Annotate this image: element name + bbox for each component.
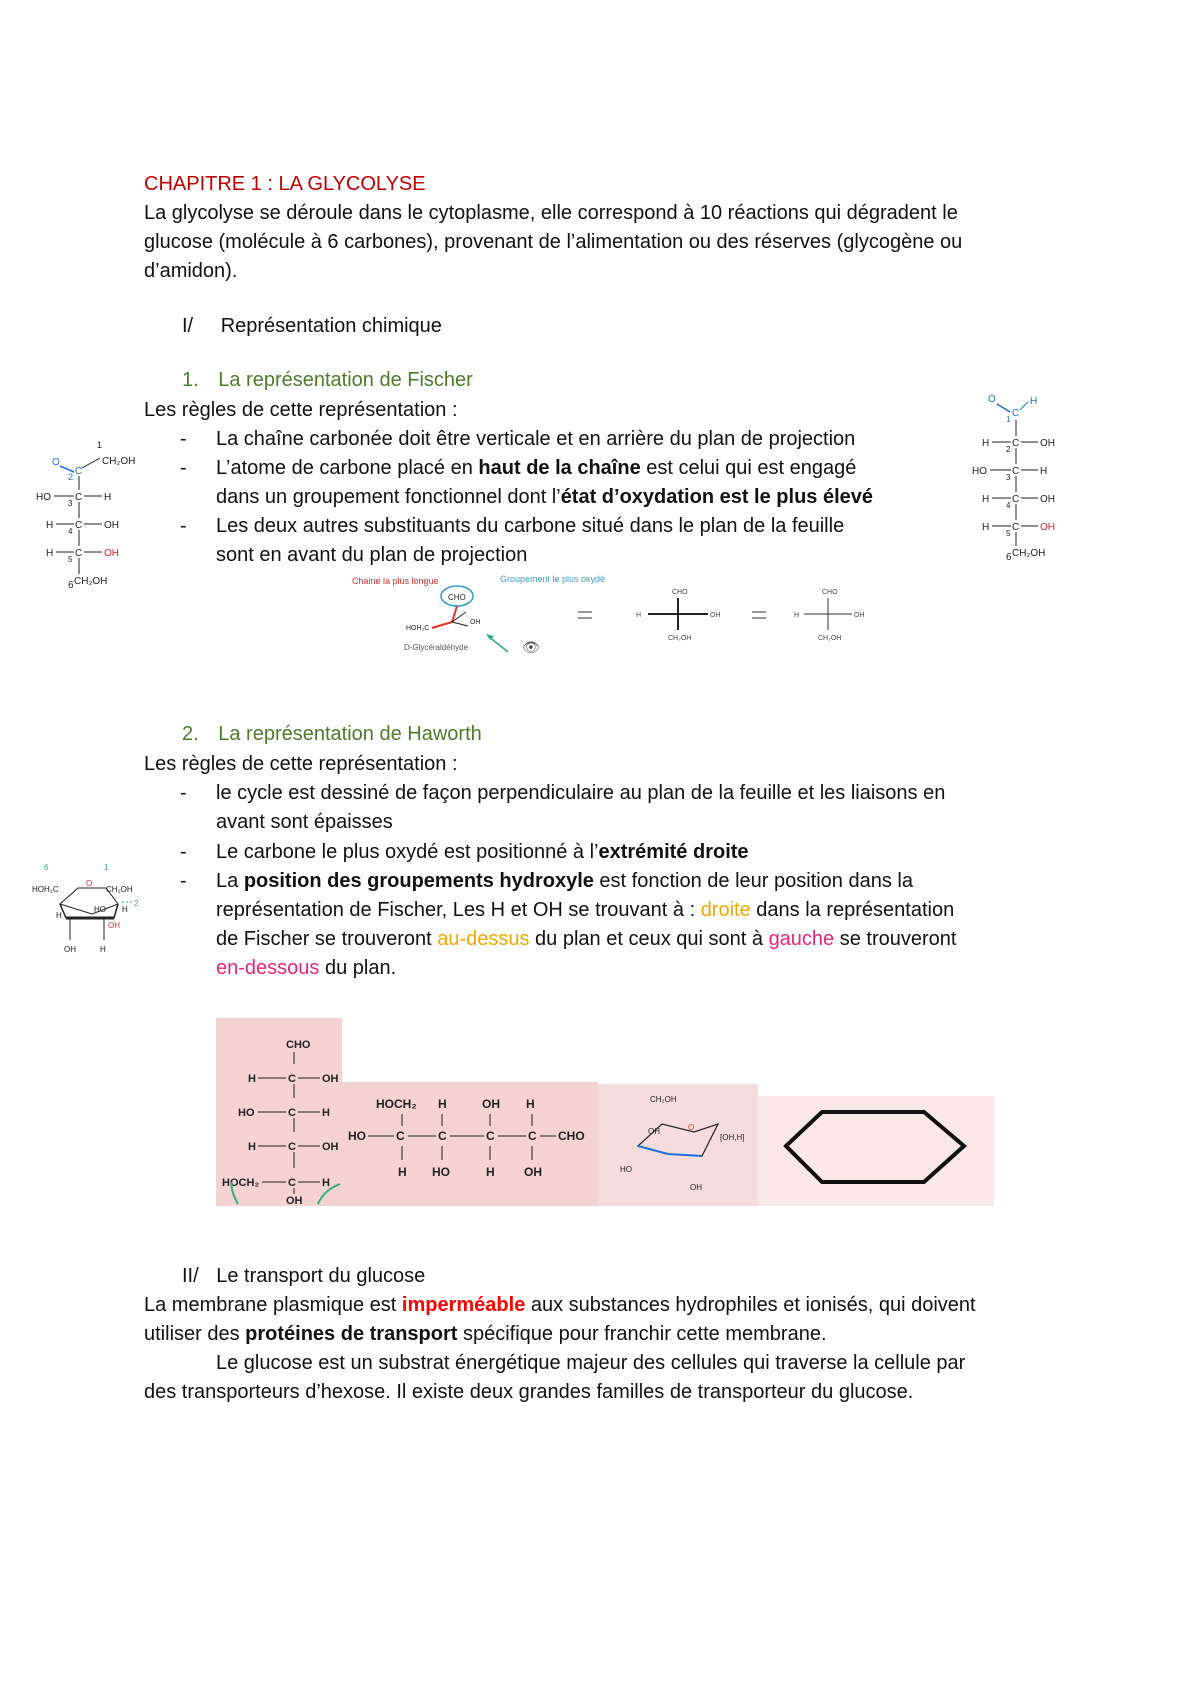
label-group: Groupement le plus oxydé <box>500 574 606 584</box>
svg-text:CHO: CHO <box>672 589 688 596</box>
svg-text:CH₂OH: CH₂OH <box>102 456 136 467</box>
svg-text:[OH,H]: [OH,H] <box>720 1133 745 1142</box>
section2-para2-line2: des transporteurs d’hexose. Il existe deux grandes familles de transporteur du glucose. <box>144 1381 914 1403</box>
svg-text:C: C <box>75 520 83 531</box>
svg-text:HOCH₂: HOCH₂ <box>376 1097 417 1111</box>
haworth-number: 2. <box>182 723 199 745</box>
svg-text:CH₂OH: CH₂OH <box>106 885 133 894</box>
svg-text:C: C <box>75 548 83 559</box>
svg-text:OH: OH <box>1040 438 1055 449</box>
section2-number: II/ <box>182 1265 199 1287</box>
label-chain: Chaine la plus longue <box>352 576 439 586</box>
strip-chair-conformation <box>598 1084 758 1206</box>
svg-text:HOCH₂: HOCH₂ <box>222 1177 260 1189</box>
svg-text:C: C <box>486 1129 495 1143</box>
svg-text:OH: OH <box>1040 494 1055 505</box>
strip-fischer-glucose <box>216 1018 342 1206</box>
chapter-title: CHAPITRE 1 : LA GLYCOLYSE <box>144 173 426 195</box>
svg-text:OH: OH <box>470 619 481 626</box>
svg-text:H: H <box>1030 396 1038 407</box>
svg-text:H: H <box>398 1165 407 1179</box>
svg-text:6: 6 <box>44 863 49 872</box>
svg-text:C: C <box>438 1129 447 1143</box>
svg-text:HO: HO <box>348 1129 366 1143</box>
svg-text:2: 2 <box>1006 445 1011 454</box>
svg-text:CH₂OH: CH₂OH <box>74 576 108 587</box>
svg-text:1: 1 <box>1006 415 1011 424</box>
fischer-number: 1. <box>182 369 199 391</box>
section2-para1-line1: La membrane plasmique est imperméable aux substances hydrophiles et ionisés, qui doivent <box>144 1294 976 1316</box>
svg-text:OH: OH <box>104 520 119 531</box>
haworth-rules-intro: Les règles de cette représentation : <box>144 753 458 775</box>
section1-heading <box>182 312 442 341</box>
svg-text:CH₂OH: CH₂OH <box>1012 548 1046 559</box>
svg-text:H: H <box>46 548 54 559</box>
svg-text:C: C <box>288 1177 296 1189</box>
svg-text:C: C <box>75 492 83 503</box>
svg-text:H: H <box>104 492 112 503</box>
svg-text:O: O <box>988 394 996 405</box>
haworth-heading <box>182 720 482 749</box>
svg-text:HO: HO <box>238 1107 255 1119</box>
intro-line-2: glucose (molécule à 6 carbones), provenant de l’alimentation ou des réserves (glycogène ou <box>144 231 963 253</box>
svg-text:3: 3 <box>68 499 73 508</box>
svg-text:CHO: CHO <box>822 589 838 596</box>
svg-text:5: 5 <box>68 555 73 564</box>
fischer-glucose-diagram <box>972 390 1082 570</box>
svg-text:1: 1 <box>104 863 109 872</box>
svg-text:H: H <box>46 520 54 531</box>
svg-text:C: C <box>1012 466 1020 477</box>
section2-para1-line2: utiliser des protéines de transport spécifique pour franchir cette membrane. <box>144 1323 827 1345</box>
svg-text:CHO: CHO <box>286 1039 311 1051</box>
svg-text:OH: OH <box>710 612 721 619</box>
svg-text:CH₂OH: CH₂OH <box>818 635 842 642</box>
svg-text:4: 4 <box>68 527 73 536</box>
svg-text:H: H <box>982 522 990 533</box>
svg-text:H: H <box>248 1073 256 1085</box>
svg-text:C: C <box>288 1073 296 1085</box>
fischer-fructose-diagram <box>34 438 154 598</box>
svg-text:C: C <box>396 1129 405 1143</box>
section2-para2-line1: Le glucose est un substrat énergétique majeur des cellules qui traverse la cellule par <box>216 1352 966 1374</box>
svg-text:H: H <box>982 438 990 449</box>
svg-text:OH: OH <box>108 921 120 930</box>
svg-text:4: 4 <box>1006 501 1011 510</box>
svg-text:H: H <box>486 1165 495 1179</box>
svg-text:O: O <box>52 457 60 468</box>
svg-text:H: H <box>526 1097 535 1111</box>
svg-text:C: C <box>75 466 83 477</box>
fischer-title: La représentation de Fischer <box>218 369 473 391</box>
svg-text:OH: OH <box>854 612 865 619</box>
strip-horizontal-chain <box>342 1082 598 1206</box>
svg-text:C: C <box>288 1107 296 1119</box>
svg-text:OH: OH <box>322 1141 339 1153</box>
svg-text:1: 1 <box>97 440 103 450</box>
glyceraldehyde-name: D-Glycéraldéhyde <box>404 643 469 652</box>
svg-text:H: H <box>636 612 642 619</box>
svg-text:H: H <box>438 1097 447 1111</box>
svg-text:HOH₂C: HOH₂C <box>32 885 59 894</box>
svg-text:OH: OH <box>482 1097 500 1111</box>
svg-text:OH: OH <box>286 1195 303 1206</box>
svg-text:C: C <box>1012 494 1020 505</box>
section1-number: I/ <box>182 315 194 337</box>
svg-text:OH: OH <box>104 548 119 559</box>
strip-hexagon <box>758 1096 994 1206</box>
svg-text:C: C <box>1012 438 1020 449</box>
svg-text:CH₂OH: CH₂OH <box>668 635 692 642</box>
fischer-heading <box>182 366 473 395</box>
svg-text:👁: 👁 <box>522 639 540 655</box>
intro-line-3: d’amidon). <box>144 260 238 282</box>
svg-text:OH: OH <box>64 945 76 954</box>
svg-text:H: H <box>248 1141 256 1153</box>
svg-text:CH₂OH: CH₂OH <box>650 1095 677 1104</box>
svg-text:H: H <box>1040 466 1048 477</box>
svg-text:2: 2 <box>134 899 139 908</box>
svg-text:OH: OH <box>1040 522 1055 533</box>
intro-line-1: La glycolyse se déroule dans le cytoplasme, elle correspond à 10 réactions qui dégradent le <box>144 202 958 224</box>
glyceraldehyde-projection-figure <box>352 574 872 660</box>
svg-text:HO: HO <box>620 1165 632 1174</box>
svg-text:O: O <box>86 879 93 888</box>
svg-text:H: H <box>982 494 990 505</box>
section2-heading <box>182 1262 425 1291</box>
glucose-representations-strip <box>216 1018 994 1206</box>
haworth-furanose-diagram <box>30 860 154 960</box>
svg-text:CHO: CHO <box>558 1129 585 1143</box>
svg-text:HOH₂C: HOH₂C <box>406 625 430 632</box>
svg-text:HO: HO <box>972 466 987 477</box>
section2-title: Le transport du glucose <box>216 1265 426 1287</box>
svg-text:2: 2 <box>68 472 74 482</box>
section1-title: Représentation chimique <box>220 315 442 337</box>
svg-text:C: C <box>288 1141 296 1153</box>
svg-text:H: H <box>56 911 62 920</box>
svg-text:3: 3 <box>1006 473 1011 482</box>
svg-text:C: C <box>1012 408 1020 419</box>
svg-text:HO: HO <box>94 905 106 914</box>
svg-text:H: H <box>122 905 128 914</box>
svg-text:CHO: CHO <box>448 593 466 602</box>
svg-text:C: C <box>1012 522 1020 533</box>
svg-text:OH: OH <box>690 1183 702 1192</box>
svg-text:5: 5 <box>1006 529 1011 538</box>
svg-text:OH: OH <box>648 1127 660 1136</box>
svg-text:H: H <box>100 945 106 954</box>
svg-text:HO: HO <box>432 1165 450 1179</box>
fischer-rules-intro: Les règles de cette représentation : <box>144 399 458 421</box>
haworth-title: La représentation de Haworth <box>218 723 482 745</box>
svg-text:HO: HO <box>36 492 51 503</box>
svg-text:H: H <box>322 1177 330 1189</box>
svg-text:C: C <box>528 1129 537 1143</box>
svg-text:H: H <box>322 1107 330 1119</box>
svg-text:6: 6 <box>68 580 74 591</box>
svg-text:H: H <box>794 612 800 619</box>
svg-text:6: 6 <box>1006 552 1012 563</box>
svg-text:OH: OH <box>524 1165 542 1179</box>
svg-text:OH: OH <box>322 1073 339 1085</box>
svg-text:O: O <box>688 1123 695 1132</box>
